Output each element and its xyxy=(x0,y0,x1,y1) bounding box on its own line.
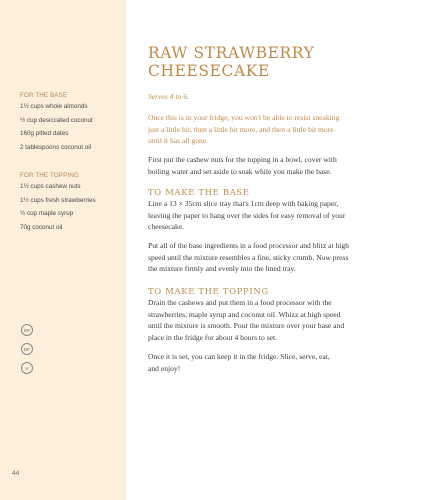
base-method-heading: TO MAKE THE BASE xyxy=(148,187,250,197)
page-number: 44 xyxy=(12,470,20,477)
topping-ingredients-list xyxy=(20,180,124,235)
ingredient-item: 1½ cups cashew nuts xyxy=(20,183,81,190)
topping-step-1-line: Drain the cashews and put them in a food processor with the xyxy=(148,298,332,307)
gluten-free-icon: GF xyxy=(21,324,33,336)
base-step-2-line: Put all of the base ingredients in a food processor and blitz at high xyxy=(148,241,349,250)
base-ingredients-heading: FOR THE BASE xyxy=(20,92,68,99)
topping-step-1-line: until the mixture is smooth. Pour the mixture over your base and xyxy=(148,321,345,331)
ingredients-sidebar xyxy=(0,0,126,500)
base-step-2-line: speed until the mixture resembles a fine, sticky crumb. Now press xyxy=(148,252,349,262)
topping-step-1 xyxy=(148,297,392,343)
recipe-title xyxy=(148,44,388,80)
ingredient-item: 1½ cups fresh strawberries xyxy=(20,196,96,204)
topping-ingredients-heading: FOR THE TOPPING xyxy=(20,172,79,179)
base-step-2 xyxy=(148,240,392,275)
intro-paragraph xyxy=(148,112,392,147)
prep-line: boiling water and set aside to soak while you make the base. xyxy=(148,166,332,176)
intro-line: until it has all gone. xyxy=(148,136,209,146)
topping-step-1-line: place in the fridge for about 4 hours to set. xyxy=(148,332,278,342)
ingredient-item: 2 tablespoons coconut oil xyxy=(20,144,92,152)
ingredient-item: 70g coconut oil xyxy=(20,224,63,232)
prep-paragraph xyxy=(148,154,392,177)
prep-line: First put the cashew nuts for the topping in a bowl, cover with xyxy=(148,155,337,164)
topping-step-2-line: Once it is set, you can keep it in the fridge. Slice, serve, eat, xyxy=(148,352,330,361)
topping-method-heading: TO MAKE THE TOPPING xyxy=(148,286,269,296)
base-step-1-line: cheesecake. xyxy=(148,222,185,232)
ingredient-item: 160g pitted dates xyxy=(20,130,69,138)
recipe-title-line: RAW STRAWBERRY xyxy=(148,44,315,62)
base-ingredients-list xyxy=(20,100,124,155)
ingredient-item: 1½ cups whole almonds xyxy=(20,103,88,110)
topping-step-1-line: strawberries, maple syrup and coconut oil. Whizz at high speed xyxy=(148,309,341,319)
ingredient-item: ½ cup maple syrup xyxy=(20,210,74,218)
base-step-2-line: the mixture firmly and evenly into the lined tray. xyxy=(148,264,296,274)
vegan-icon: V xyxy=(21,362,33,374)
topping-step-2-line: and enjoy! xyxy=(148,363,181,373)
intro-line: Once this is in your fridge, you won't be able to resist sneaking xyxy=(148,113,340,122)
topping-step-2 xyxy=(148,351,392,374)
ingredient-item: ½ cup desiccated coconut xyxy=(20,116,93,124)
intro-line: just a little bit, then a little bit more, and then a little bit more xyxy=(148,124,334,134)
base-step-1-line: Line a 13 × 35cm slice tray that's 1cm deep with baking paper, xyxy=(148,199,339,208)
base-step-1 xyxy=(148,198,392,233)
dietary-badges xyxy=(21,324,33,381)
recipe-title-line: CHEESECAKE xyxy=(148,62,270,80)
dairy-free-icon: DF xyxy=(21,343,33,355)
base-step-1-line: leaving the paper to hang over the sides for easy removal of your xyxy=(148,210,346,220)
serves-note: Serves 4 to 6. xyxy=(148,92,189,101)
